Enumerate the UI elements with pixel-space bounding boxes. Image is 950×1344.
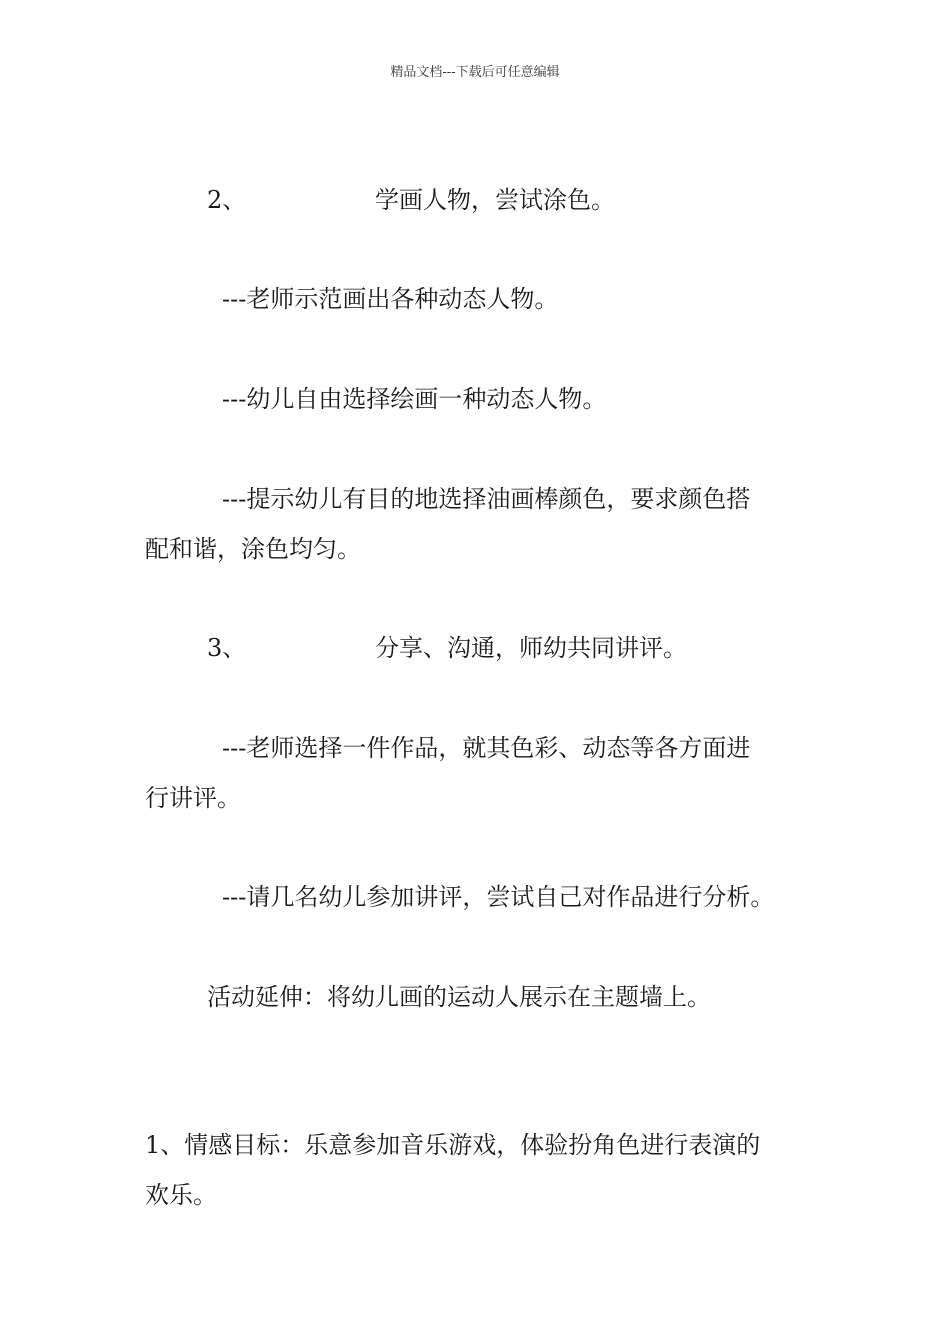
section-2-number: 2、 [207,186,247,214]
section-3-title: 分享、沟通，师幼共同讲评。 [375,634,687,662]
activity-extension: 活动延伸：将幼儿画的运动人展示在主题墙上。 [207,983,711,1011]
page-header: 精品文档---下载后可任意编辑 [390,65,560,80]
section-2-item-2: ---幼儿自由选择绘画一种动态人物。 [222,385,607,413]
section-3-item-1-cont: 行讲评。 [145,784,241,812]
section-2-item-3-cont: 配和谐，涂色均匀。 [145,535,361,563]
goal-line-1: 1、情感目标：乐意参加音乐游戏，体验扮角色进行表演的 [145,1131,761,1159]
section-3-number: 3、 [207,634,247,662]
section-3-item-2: ---请几名幼儿参加讲评，尝试自己对作品进行分析。 [222,883,775,911]
section-2-item-3: ---提示幼儿有目的地选择油画棒颜色，要求颜色搭 [222,485,751,513]
section-2-title: 学画人物，尝试涂色。 [375,186,615,214]
section-3-item-1: ---老师选择一件作品，就其色彩、动态等各方面进 [222,734,751,762]
section-2-item-1: ---老师示范画出各种动态人物。 [222,285,559,313]
goal-line-2: 欢乐。 [145,1181,217,1209]
